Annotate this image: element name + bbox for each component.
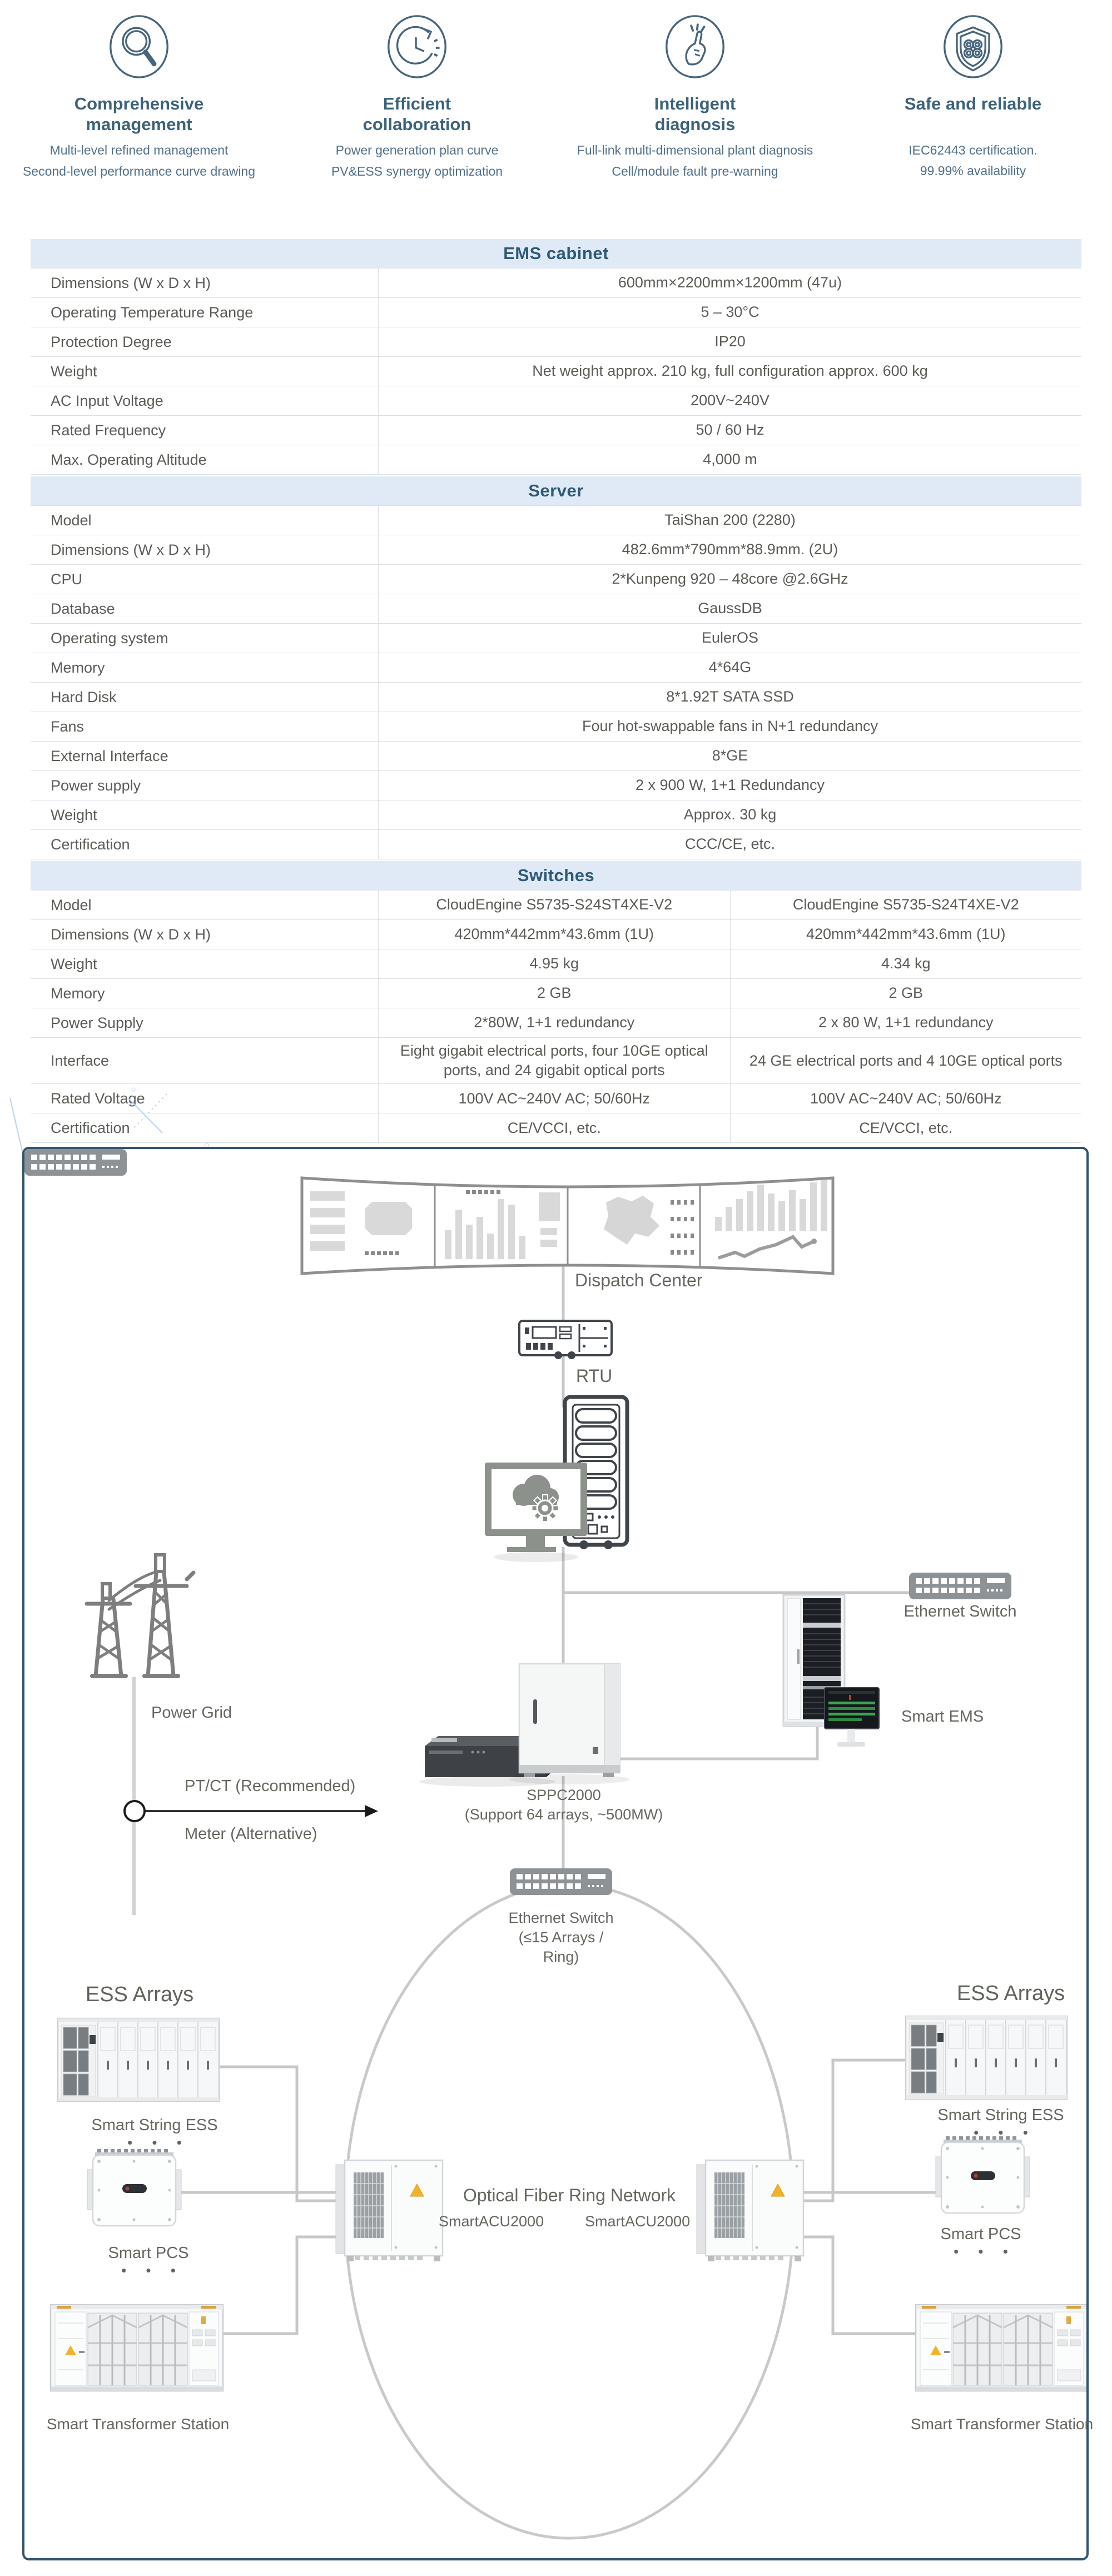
clock-cycle-icon xyxy=(385,14,449,79)
smart-pcs-inverter-icon xyxy=(87,2149,181,2226)
switches-table xyxy=(31,861,1081,1143)
spec-label: Interface xyxy=(31,1038,379,1083)
spec-value: GaussDB xyxy=(698,600,762,617)
rtu-label: RTU xyxy=(576,1366,613,1386)
smart-transformer-right-label: Smart Transformer Station xyxy=(910,2415,1094,2433)
smart-string-ess-right-label: Smart String ESS xyxy=(937,2106,1064,2124)
spec-label: Weight xyxy=(31,357,379,386)
spec-value: 8*1.92T SATA SSD xyxy=(666,688,794,705)
table-row xyxy=(31,653,1081,683)
smart-string-ess-container-icon xyxy=(906,2016,1067,2099)
table-row xyxy=(31,949,1081,979)
spec-value: Net weight approx. 210 kg, full configuration approx. 600 kg xyxy=(532,362,928,380)
spec-value: 8*GE xyxy=(712,747,748,764)
spec-label: Protection Degree xyxy=(31,327,379,356)
spec-value: 50 / 60 Hz xyxy=(696,421,765,439)
feature-title: Safe and reliable xyxy=(904,94,1042,113)
smart-pcs-inverter-icon xyxy=(936,2136,1030,2213)
cloud-management-monitor-icon xyxy=(485,1463,587,1562)
smart-string-ess-left-label: Smart String ESS xyxy=(91,2116,218,2134)
spec-label: Certification xyxy=(31,1113,379,1142)
spec-value: 100V AC~240V AC; 50/60Hz xyxy=(379,1084,731,1113)
table-row xyxy=(31,445,1081,475)
table-row xyxy=(31,830,1081,859)
ellipsis-dots: • • • xyxy=(127,2134,190,2151)
table-row xyxy=(31,327,1081,357)
diagram-artwork xyxy=(24,1149,1086,2558)
table-row xyxy=(31,416,1081,445)
table-row xyxy=(31,712,1081,742)
server-table xyxy=(31,476,1081,859)
spec-value: 200V~240V xyxy=(691,392,770,409)
spec-value: 4*64G xyxy=(708,659,752,676)
sppc2000-label: SPPC2000 (Support 64 arrays, ~500MW) xyxy=(464,1787,663,1823)
spec-label: Hard Disk xyxy=(31,683,379,712)
spec-label: Memory xyxy=(31,979,379,1008)
spec-value: 600mm×2200mm×1200mm (47u) xyxy=(618,274,842,291)
spec-value: Eight gigabit electrical ports, four 10GE optical ports, and 24 gigabit optical ports xyxy=(379,1038,731,1083)
spec-value: 4.95 kg xyxy=(379,949,731,978)
table-row xyxy=(31,920,1081,949)
spec-value: 2 GB xyxy=(379,979,731,1008)
spec-label: Dimensions (W x D x H) xyxy=(31,920,379,949)
table-row xyxy=(31,624,1081,653)
spec-label: Power supply xyxy=(31,771,379,800)
spec-value: CCC/CE, etc. xyxy=(684,836,776,853)
spec-value: CloudEngine S5735-S24ST4XE-V2 xyxy=(379,891,731,919)
smart-pcs-right-label: Smart PCS xyxy=(940,2225,1021,2243)
spec-value: 2 x 80 W, 1+1 redundancy xyxy=(818,1014,994,1031)
table-row xyxy=(31,800,1081,830)
ethernet-switch-ring-label: Ethernet Switch (≤15 Arrays / Ring) xyxy=(508,1909,614,1966)
spec-value: 100V AC~240V AC; 50/60Hz xyxy=(810,1090,1002,1107)
power-grid-label: Power Grid xyxy=(151,1704,232,1722)
spec-label: Database xyxy=(31,594,379,623)
spec-label: Certification xyxy=(31,830,379,859)
meter-node-arrow xyxy=(125,1801,378,1821)
meter-label: Meter (Alternative) xyxy=(185,1825,317,1843)
table-row xyxy=(31,742,1081,771)
spec-label: Weight xyxy=(31,800,379,829)
smart-ems-label: Smart EMS xyxy=(901,1708,984,1725)
feature-title: Comprehensive xyxy=(74,94,204,113)
table-row xyxy=(31,506,1081,535)
spec-value: EulerOS xyxy=(701,629,759,647)
spec-value: 4,000 m xyxy=(703,451,757,468)
table-row xyxy=(31,683,1081,712)
magnifier-icon xyxy=(107,14,171,79)
feature-subtitle: Full-link multi-dimensional plant diagnosis xyxy=(577,143,813,158)
spec-label: Memory xyxy=(31,653,379,682)
feature-comprehensive-management: Comprehensive management Multi-level refined management Second-level performance curve drawing xyxy=(0,14,278,182)
ellipsis-dots: • • • xyxy=(121,2262,183,2279)
spec-value: 2*Kunpeng 920 – 48core @2.6GHz xyxy=(612,570,848,588)
spec-value: 2 x 900 W, 1+1 Redundancy xyxy=(636,777,825,794)
spec-label: Operating system xyxy=(31,624,379,653)
spec-value: Approx. 30 kg xyxy=(683,806,777,823)
table-row xyxy=(31,386,1081,416)
spec-label: External Interface xyxy=(31,742,379,770)
spec-value: 24 GE electrical ports and 4 10GE optical ports xyxy=(749,1052,1063,1069)
feature-subtitle: Power generation plan curve xyxy=(335,143,499,158)
rtu-icon xyxy=(519,1321,612,1359)
table-row xyxy=(31,268,1081,298)
spec-value: TaiShan 200 (2280) xyxy=(664,511,796,529)
spec-label: Max. Operating Altitude xyxy=(31,445,379,474)
spec-value: 420mm*442mm*43.6mm (1U) xyxy=(379,920,731,949)
spec-label: Fans xyxy=(31,712,379,741)
spec-value: 4.34 kg xyxy=(881,955,931,972)
spec-value: Four hot-swappable fans in N+1 redundancy xyxy=(582,718,878,735)
ethernet-switch-icon xyxy=(24,1149,127,1176)
table-title: Server xyxy=(31,476,1081,505)
table-row xyxy=(31,771,1081,800)
spec-value: 2*80W, 1+1 redundancy xyxy=(379,1008,731,1037)
spec-value: 5 – 30°C xyxy=(701,304,759,321)
smartacu2000-left-label: SmartACU2000 xyxy=(439,2213,544,2230)
feature-safe-reliable: Safe and reliable IEC62443 certification. 99.99% availability xyxy=(834,14,1112,182)
feature-efficient-collaboration: Efficient collaboration Power generation plan curve PV&ESS synergy optimization xyxy=(278,14,556,182)
ems-cabinet-table xyxy=(31,239,1081,475)
table-row xyxy=(31,1008,1081,1038)
smart-transformer-station-icon xyxy=(916,2305,1086,2391)
ethernet-switch-top-icon xyxy=(909,1573,1011,1599)
spec-label: Model xyxy=(31,506,379,535)
smartacu2000-icon xyxy=(697,2160,803,2261)
spec-label: Power Supply xyxy=(31,1008,379,1037)
optical-ring-label: Optical Fiber Ring Network xyxy=(463,2185,676,2205)
smart-pcs-left-label: Smart PCS xyxy=(108,2244,189,2262)
feature-subtitle: IEC62443 certification. xyxy=(909,143,1037,158)
spec-value: 482.6mm*790mm*88.9mm. (2U) xyxy=(622,541,838,558)
spec-label: Model xyxy=(31,891,379,919)
smart-transformer-left-label: Smart Transformer Station xyxy=(46,2415,230,2433)
spec-label: Dimensions (W x D x H) xyxy=(31,268,379,297)
spec-value: CE/VCCI, etc. xyxy=(379,1113,731,1142)
spec-value: CloudEngine S5735-S24T4XE-V2 xyxy=(792,896,1019,913)
feature-title: Intelligent xyxy=(654,94,736,113)
table-row xyxy=(31,357,1081,386)
ems-monitor-icon xyxy=(825,1688,879,1747)
table-row xyxy=(31,594,1081,624)
ptct-label: PT/CT (Recommended) xyxy=(185,1777,356,1795)
sppc2000-cabinet-icon xyxy=(509,1664,629,1784)
spec-value: IP20 xyxy=(714,333,746,350)
spec-label: Weight xyxy=(31,949,379,978)
ellipsis-dots: • • • xyxy=(974,2124,1036,2141)
table-title: Switches xyxy=(31,861,1081,890)
table-row xyxy=(31,298,1081,327)
table-row xyxy=(31,565,1081,594)
architecture-diagram xyxy=(22,1147,1094,2560)
table-row xyxy=(31,1113,1081,1143)
feature-title: Efficient xyxy=(383,94,451,113)
ethernet-switch-ring-icon xyxy=(510,1868,612,1895)
spec-value: 420mm*442mm*43.6mm (1U) xyxy=(806,926,1006,943)
smart-string-ess-container-icon xyxy=(58,2018,219,2101)
spec-label: CPU xyxy=(31,565,379,594)
feature-intelligent-diagnosis: Intelligent diagnosis Full-link multi-dimensional plant diagnosis Cell/module fault pre-warning xyxy=(556,14,834,182)
ess-arrays-left-label: ESS Arrays xyxy=(85,1983,194,2006)
table-row xyxy=(31,891,1081,920)
dispatch-center-label: Dispatch Center xyxy=(575,1270,703,1290)
table-row xyxy=(31,1084,1081,1113)
spec-label: AC Input Voltage xyxy=(31,386,379,415)
spec-value: CE/VCCI, etc. xyxy=(859,1119,953,1136)
power-grid-towers-icon xyxy=(87,1555,193,1676)
spec-label: Operating Temperature Range xyxy=(31,298,379,327)
smartacu2000-icon xyxy=(336,2160,443,2261)
spec-label: Rated Frequency xyxy=(31,416,379,445)
table-row xyxy=(31,979,1081,1008)
spec-value: 2 GB xyxy=(888,984,924,1002)
feature-subtitle: Multi-level refined management xyxy=(49,143,229,158)
ellipsis-dots: • • • xyxy=(954,2243,1016,2260)
table-row xyxy=(31,1038,1081,1084)
snap-fingers-icon xyxy=(663,14,727,79)
smartacu2000-right-label: SmartACU2000 xyxy=(585,2213,691,2230)
ethernet-switch-top-label: Ethernet Switch xyxy=(904,1603,1017,1620)
spec-label: Dimensions (W x D x H) xyxy=(31,535,379,564)
table-row xyxy=(31,535,1081,565)
gear-icon xyxy=(532,1495,559,1521)
smart-transformer-station-icon xyxy=(51,2305,223,2391)
dispatch-video-wall xyxy=(302,1178,833,1274)
ess-arrays-right-label: ESS Arrays xyxy=(956,1982,1065,2005)
spec-label: Rated Voltage xyxy=(31,1084,379,1113)
feature-row xyxy=(0,14,1112,182)
table-title: EMS cabinet xyxy=(31,239,1081,268)
shield-clover-icon xyxy=(941,14,1005,79)
